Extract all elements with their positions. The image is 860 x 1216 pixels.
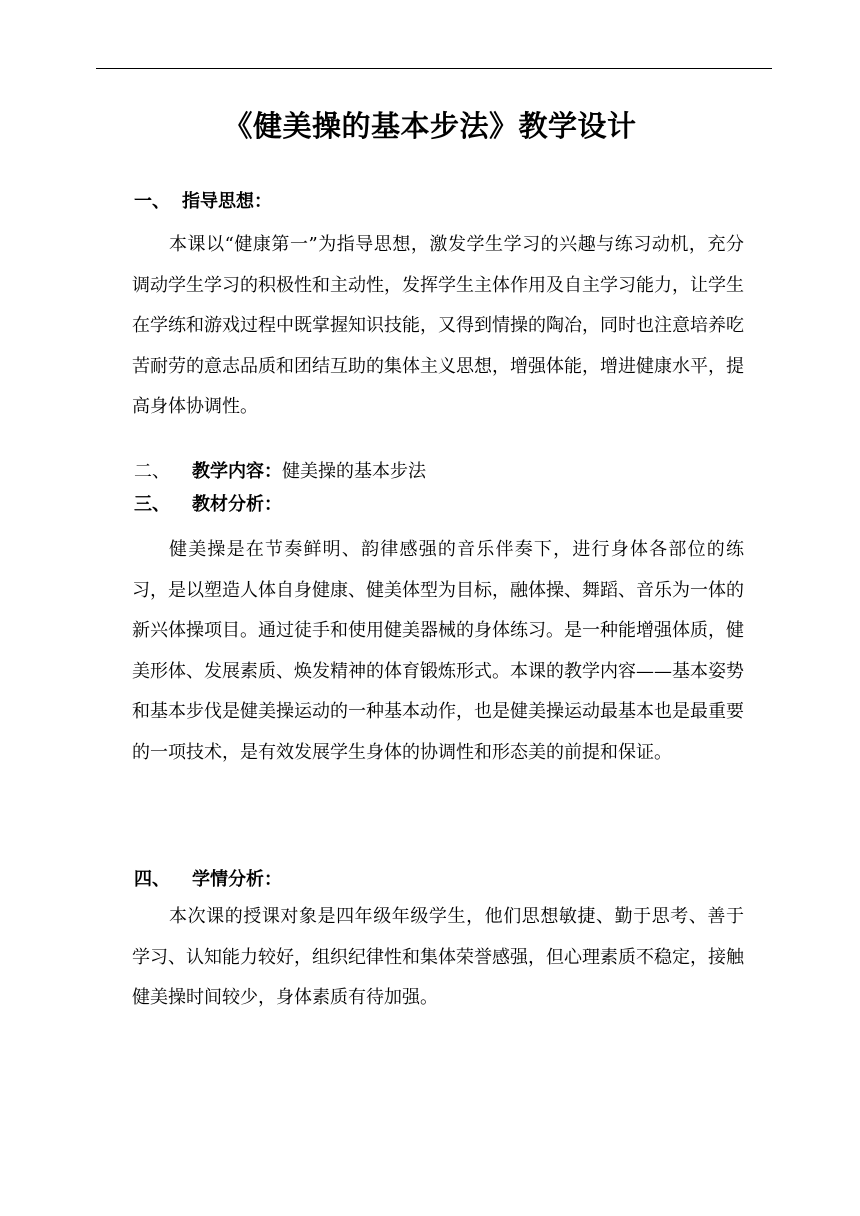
paragraph-learner-analysis: 本次课的授课对象是四年级年级学生，他们思想敏捷、勤于思考、善于学习、认知能力较好，组织纪律性和集体荣誉感强，但心理素质不稳定，接触健美操时间较少，身体素质有待加强。 xyxy=(132,906,744,1008)
section-heading-guiding-thought xyxy=(134,189,272,215)
page-title: 《健美操的基本步法》教学设计 xyxy=(223,109,637,143)
section-number: 二、 xyxy=(134,461,170,482)
section-number: 一、 xyxy=(134,191,170,212)
header-rule xyxy=(96,68,772,69)
section-heading-material-analysis xyxy=(134,492,282,518)
section-label: 教材分析： xyxy=(192,494,282,515)
section-value: 健美操的基本步法 xyxy=(282,461,426,482)
section-heading-learner-analysis xyxy=(134,867,282,893)
section-label: 教学内容： xyxy=(192,461,282,482)
section-number: 三、 xyxy=(134,494,170,515)
paragraph-guiding-thought: 本课以“健康第一”为指导思想，激发学生学习的兴趣与练习动机，充分调动学生学习的积极性和主动性，发挥学生主体作用及自主学习能力，让学生在学练和游戏过程中既掌握知识技能，又得到情操的陶冶，同时也注意培养吃苦耐劳的意志品质和团结互助的集体主义思想，增强体能，增进健康水平，提高身体协调性。 xyxy=(132,234,744,417)
section-heading-teaching-content xyxy=(134,459,426,485)
paragraph-material-analysis: 健美操是在节奏鲜明、韵律感强的音乐伴奏下，进行身体各部位的练习，是以塑造人体自身健康、健美体型为目标，融体操、舞蹈、音乐为一体的新兴体操项目。通过徒手和使用健美器械的身体练习。是一种能增强体质，健美形体、发展素质、焕发精神的体育锻炼形式。本课的教学内容——基本姿势和基本步伐是健美操运动的一种基本动作，也是健美操运动最基本也是最重要的一项技术，是有效发展学生身体的协调性和形态美的前提和保证。 xyxy=(132,539,744,763)
section-label: 学情分析： xyxy=(192,869,282,890)
section-number: 四、 xyxy=(134,869,170,890)
section-label: 指导思想： xyxy=(182,191,272,212)
